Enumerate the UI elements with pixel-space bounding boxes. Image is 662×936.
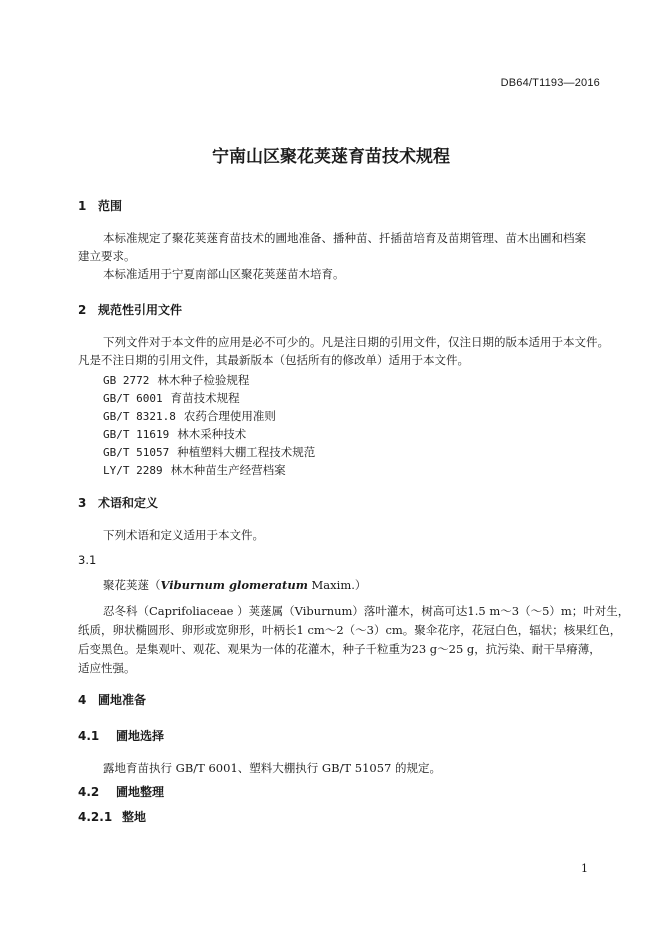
section-number: 2 [78,303,87,317]
document-title: 宁南山区聚花荚蒾育苗技术规程 [212,147,450,167]
reference-item [103,372,249,388]
subsection-number: 4.2 [78,785,100,799]
document-code: DB64/T1193—2016 [500,77,600,89]
section-1-paragraph-2: 本标准适用于宁夏南部山区聚花荚蒾苗木培育。 [103,267,345,281]
reference-title: 农药合理使用准则 [183,409,276,423]
section-3-heading [78,494,158,511]
term-definition-line-3: 后变黑色。是集观叶、观花、观果为一体的花灌木，种子千粒重为23 g～25 g，抗污染、耐干旱瘠薄， [78,642,601,656]
page-number: 1 [581,862,588,875]
reference-title: 林木采种技术 [177,427,247,441]
section-title: 术语和定义 [98,496,159,510]
reference-item [103,426,246,442]
reference-item [103,444,315,460]
section-title: 规范性引用文件 [98,303,183,317]
section-1-heading [78,197,122,214]
subsection-4-2-heading [78,783,164,800]
section-2-paragraph-line-2: 凡是不注日期的引用文件，其最新版本（包括所有的修改单）适用于本文件。 [78,353,469,367]
section-2-paragraph-line-1: 下列文件对于本文件的应用是必不可少的。凡是注日期的引用文件，仅注日期的版本适用于本文件。 [103,335,609,349]
reference-title: 林木种子检验规程 [157,373,250,387]
reference-code: GB/T 11619 [103,428,170,441]
section-1-paragraph-1-line-2: 建立要求。 [78,249,136,263]
reference-code: GB/T 8321.8 [103,410,176,423]
section-number: 1 [78,199,87,213]
subsection-title: 圃地选择 [116,729,165,743]
term-number: 3.1 [78,553,97,567]
subsection-4-2-1-heading [78,808,146,825]
reference-item [103,408,276,424]
subsection-number: 4.2.1 [78,810,113,824]
reference-code: GB/T 51057 [103,446,170,459]
section-4-heading [78,691,146,708]
subsection-title: 圃地整理 [116,785,165,799]
reference-title: 种植塑料大棚工程技术规范 [177,445,316,459]
term-name [103,577,366,593]
reference-title: 育苗技术规程 [170,391,240,405]
reference-title: 林木种苗生产经营档案 [170,463,286,477]
term-definition-line-4: 适应性强。 [78,661,136,675]
section-number: 4 [78,693,87,707]
reference-item [103,462,286,478]
reference-code: GB/T 6001 [103,392,163,405]
term-definition-line-1: 忍冬科（Caprifoliaceae ）荚蒾属（Viburnum）落叶灌木，树高可达1.5 m～3（～5）m；叶对生， [103,604,630,618]
reference-item [103,390,240,406]
section-number: 3 [78,496,87,510]
subsection-title: 整地 [122,810,147,824]
term-chinese-name: 聚花荚蒾（ [103,578,161,592]
subsection-number: 4.1 [78,729,100,743]
term-definition-line-2: 纸质，卵状椭圆形、卵形或宽卵形，叶柄长1 cm～2（～3）cm。聚伞花序，花冠白色，辐状；核果红色， [78,623,622,637]
term-author: Maxim.） [307,578,367,592]
section-3-intro: 下列术语和定义适用于本文件。 [103,528,264,542]
section-2-heading [78,301,182,318]
section-title: 范围 [98,199,123,213]
reference-code: GB 2772 [103,374,150,387]
section-1-paragraph-1-line-1: 本标准规定了聚花荚蒾育苗技术的圃地准备、播种苗、扦插苗培育及苗期管理、苗木出圃和档案 [103,231,586,245]
subsection-4-1-heading [78,727,164,744]
reference-code: LY/T 2289 [103,464,163,477]
section-title: 圃地准备 [98,693,147,707]
term-latin-name: Viburnum glomeratum [160,578,308,592]
subsection-4-1-text: 露地育苗执行 GB/T 6001、塑料大棚执行 GB/T 51057 的规定。 [103,761,441,775]
